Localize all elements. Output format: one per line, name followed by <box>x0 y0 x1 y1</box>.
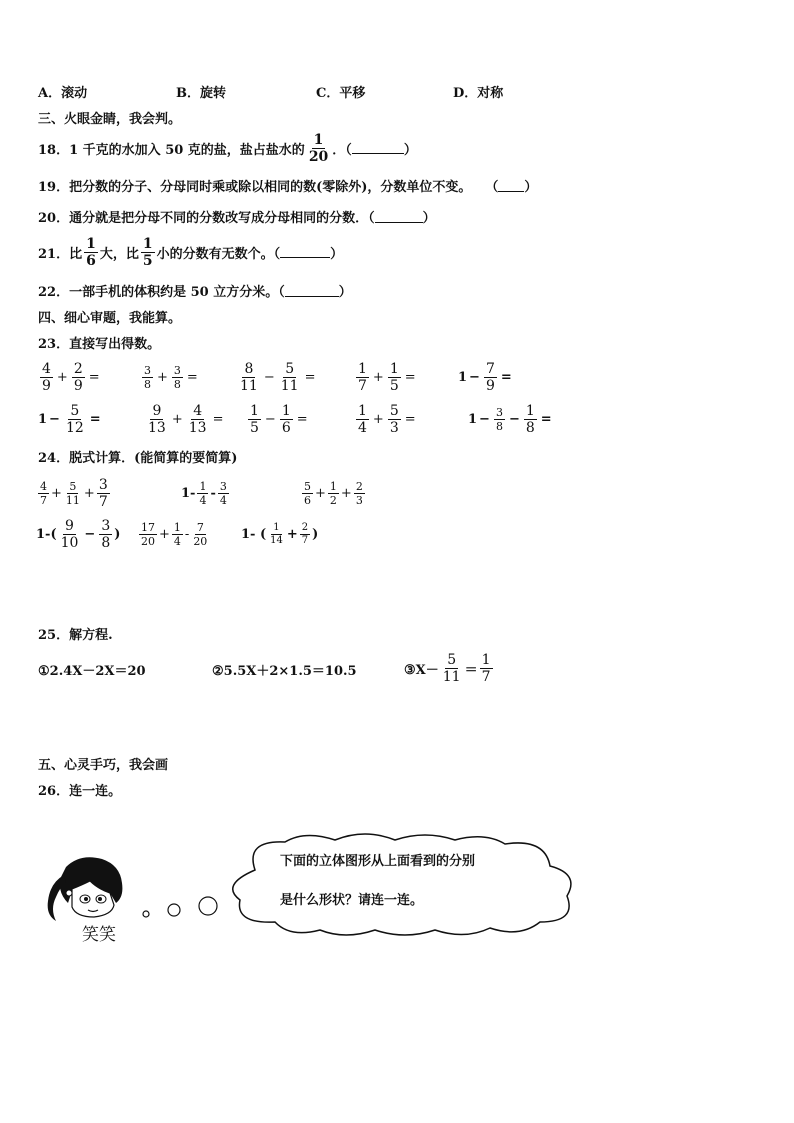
question-22: 22．一部手机的体积约是 50 立方分米。（ ） <box>38 281 352 300</box>
bubble-text-line1: 下面的立体图形从上面看到的分别 <box>280 854 476 869</box>
q24-title: 24．脱式计算．(能简算的要简算) <box>38 451 238 466</box>
q22-text: 22．一部手机的体积约是 50 立方分米。（ <box>38 285 285 300</box>
q23-item-3: $\frac{8}{11}$ − $\frac{5}{11}$ = <box>240 360 316 394</box>
question-20: 20．通分就是把分母不同的分数改写成分母相同的分数．（ ） <box>38 207 436 226</box>
answer-blank-19[interactable] <box>498 180 524 192</box>
q23-item-4: $\frac{1}{7}$ + $\frac{1}{5}$ = <box>358 360 416 394</box>
question-19: 19．把分数的分子、分母同时乘或除以相同的数(零除外)，分数单位不变。 （ ） <box>38 176 537 195</box>
q19-text: 19．把分数的分子、分母同时乘或除以相同的数(零除外)，分数单位不变。 <box>38 180 472 195</box>
q25-equation-3: ③X－ $\frac{5}{11}$ ＝ $\frac{1}{7}$ <box>404 651 491 685</box>
q24-expr-2: 1- $\frac{1}{4}$ - $\frac{3}{4}$ <box>181 479 227 507</box>
q21-fraction-1: $\frac{1}{6}$ <box>86 235 96 269</box>
q24-expr-5: $\frac{17}{20}$ + $\frac{1}{4}$ - $\frac{7}{20}$ <box>141 520 208 548</box>
q24-expr-1: $\frac{4}{7}$ + $\frac{5}{11}$ + $\frac{3}{7}$ <box>40 476 108 510</box>
q25-equation-2: ②5.5X＋2×1.5＝10.5 <box>212 664 357 679</box>
bubble-text-line2: 是什么形状？请连一连。 <box>280 893 424 908</box>
section4-title: 四、细心审题，我能算。 <box>38 311 182 326</box>
choice-c: C．平移 <box>316 86 366 101</box>
answer-blank-18[interactable] <box>352 142 404 154</box>
q18-fraction: $\frac{1}{20}$ <box>308 131 329 165</box>
q23-item-2: $\frac{3}{8}$ + $\frac{3}{8}$ = <box>144 363 198 391</box>
answer-blank-22[interactable] <box>285 285 339 297</box>
character-name-label: 笑笑 <box>82 925 116 945</box>
q23-item-10: 1 − $\frac{3}{8}$ − $\frac{1}{8}$ = <box>468 402 552 436</box>
answer-blank-20[interactable] <box>375 211 423 223</box>
q23-item-7: $\frac{9}{13}$ + $\frac{4}{13}$ = <box>148 402 224 436</box>
question-18: 18．1 千克的水加入 50 克的盐，盐占盐水的 $\frac{1}{20}$ ．（ ） <box>38 131 417 165</box>
q23-item-1: $\frac{4}{9}$ + $\frac{2}{9}$ = <box>42 360 100 394</box>
girl-character-icon <box>38 853 138 925</box>
choice-d: D．对称 <box>453 86 504 101</box>
section3-title: 三、火眼金睛，我会判。 <box>38 112 182 127</box>
q24-expr-4: 1-( $\frac{9}{10}$ − $\frac{3}{8}$ ) <box>36 517 121 551</box>
question-21: 21．比 $\frac{1}{6}$ 大，比 $\frac{1}{5}$ 小的分数有无数个。（ ） <box>38 235 344 269</box>
q20-text: 20．通分就是把分母不同的分数改写成分母相同的分数．（ <box>38 211 375 226</box>
section5-title: 五、心灵手巧，我会画 <box>38 758 169 773</box>
thought-bubble <box>215 830 585 940</box>
q24-expr-6: 1- ( $\frac{1}{14}$ + $\frac{2}{7}$ ) <box>241 521 319 546</box>
q18-text: 18．1 千克的水加入 50 克的盐，盐占盐水的 <box>38 142 305 158</box>
q25-title: 25．解方程. <box>38 628 113 643</box>
q25-equation-1: ①2.4X－2X＝20 <box>38 664 146 679</box>
answer-blank-21[interactable] <box>280 246 330 258</box>
q21-fraction-2: $\frac{1}{5}$ <box>142 235 153 269</box>
q23-item-5: 1 − $\frac{7}{9}$ = <box>458 360 512 394</box>
choice-a: A．滚动 <box>38 86 88 101</box>
thought-circles <box>138 893 223 923</box>
q23-title: 23．直接写出得数。 <box>38 337 161 352</box>
q23-item-8: $\frac{1}{5}$ − $\frac{1}{6}$ = <box>250 402 308 436</box>
q23-item-6: 1 − $\frac{5}{12}$ = <box>38 402 101 436</box>
choice-b: B．旋转 <box>176 86 226 101</box>
q23-item-9: $\frac{1}{4}$ + $\frac{5}{3}$ = <box>358 402 416 436</box>
q26-title: 26．连一连。 <box>38 784 122 799</box>
q24-expr-3: $\frac{5}{6}$ + $\frac{1}{2}$ + $\frac{2}{3}$ <box>304 479 363 507</box>
